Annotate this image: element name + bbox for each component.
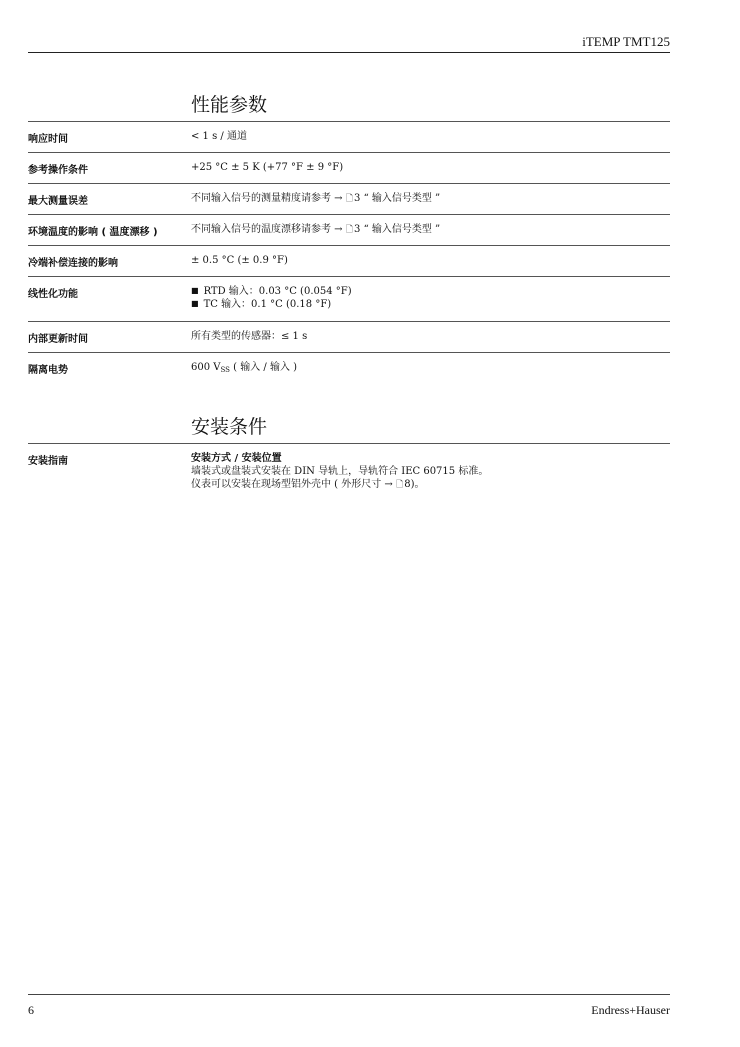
page-number-ref: 8: [404, 479, 411, 490]
row-label: 响应时间: [28, 134, 68, 145]
row-label: 隔离电势: [28, 365, 68, 376]
page-reference-icon: 🗋: [396, 480, 404, 490]
row-value: [191, 452, 488, 492]
row-label: 最大测量误差: [28, 196, 88, 207]
row-label: 环境温度的影响 ( 温度漂移 ): [28, 227, 158, 238]
table-row: [28, 152, 670, 183]
bullet-square-icon: ■: [191, 286, 199, 295]
footer-rule: [28, 994, 670, 995]
subscript: SS: [220, 366, 230, 374]
page-reference-icon: 🗋: [345, 225, 353, 235]
performance-table: [28, 121, 670, 383]
header-product-name: iTEMP TMT125: [582, 34, 670, 49]
header-rule: [28, 52, 670, 53]
row-label: 线性化功能: [28, 289, 78, 300]
row-value: 所有类型的传感器：≤ 1 s: [191, 331, 308, 342]
table-row: [28, 443, 670, 500]
row-label: 参考操作条件: [28, 165, 88, 176]
table-row: [28, 214, 670, 245]
section-title-performance: 性能参数: [191, 94, 268, 116]
subheading: 安装方式 / 安装位置: [191, 453, 282, 464]
list-item: ■ TC 输入：0.1 °C (0.18 °F): [191, 299, 332, 310]
section-title-installation: 安装条件: [191, 416, 268, 438]
row-label: 安装指南: [28, 456, 68, 467]
table-row: [28, 276, 670, 321]
table-row: [28, 121, 670, 152]
row-value: < 1 s / 通道: [191, 131, 247, 142]
value-text: 不同输入信号的温度漂移请参考 →: [191, 224, 343, 235]
table-row: [28, 352, 670, 383]
row-label: 内部更新时间: [28, 334, 88, 345]
row-value: +25 °C ± 5 K (+77 °F ± 9 °F): [191, 162, 344, 173]
value-text: “ 输入信号类型 ”: [363, 224, 441, 235]
row-value: [191, 223, 440, 237]
page-reference-icon: 🗋: [345, 194, 353, 204]
table-row: [28, 245, 670, 276]
row-value: 600 $V_{SS}$ ( 输入 / 输入 ): [191, 362, 298, 374]
row-value: [191, 192, 440, 206]
installation-table: [28, 443, 670, 500]
page-number-ref: 3: [354, 193, 361, 204]
table-row: [28, 183, 670, 214]
row-label: 冷端补偿连接的影响: [28, 258, 118, 269]
table-row: [28, 321, 670, 352]
body-line: 仪表可以安装在现场型铝外壳中 ( 外形尺寸 → 🗋8)。: [191, 479, 425, 490]
row-value: ± 0.5 °C (± 0.9 °F): [191, 255, 288, 266]
body-line: 墙装式或盘装式安装在 DIN 导轨上，导轨符合 IEC 60715 标准。: [191, 466, 489, 477]
bullet-list: [191, 285, 352, 311]
footer-brand: Endress+Hauser: [591, 1003, 670, 1017]
value-text: 不同输入信号的测量精度请参考 →: [191, 193, 343, 204]
page-number-ref: 3: [354, 224, 361, 235]
value-text: “ 输入信号类型 ”: [363, 193, 441, 204]
bullet-square-icon: ■: [191, 299, 199, 308]
page-number: 6: [28, 1003, 34, 1017]
list-item: ■ RTD 输入：0.03 °C (0.054 °F): [191, 286, 352, 297]
